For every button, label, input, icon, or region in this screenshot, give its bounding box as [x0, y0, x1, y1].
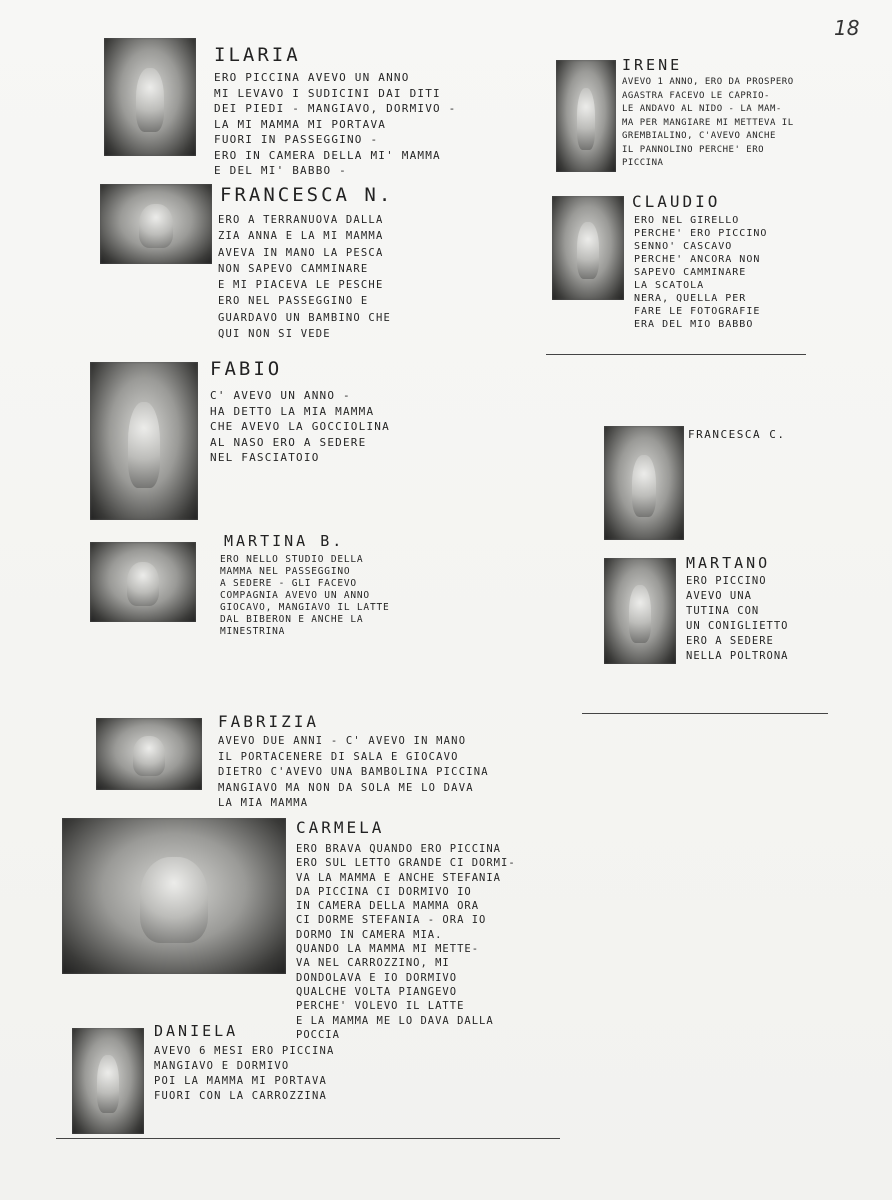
- caption-francesca-n: ERO A TERRANUOVA DALLA ZIA ANNA E LA MI MAMMA AVEVA IN MANO LA PESCA NON SAPEVO CAMMINARE E MI PIACEVA LE PESCHE ERO NEL PASSEGGINO E GUARDAVO UN BAMBINO CHE QUI NON SI VEDE: [218, 214, 391, 341]
- name-francesca-c: FRANCESCA C.: [688, 428, 786, 441]
- divider-line: [582, 713, 828, 714]
- photo-francesca-n: [100, 184, 212, 264]
- name-carmela: CARMELA: [296, 818, 385, 837]
- name-martano: MARTANO: [686, 554, 771, 572]
- caption-claudio: ERO NEL GIRELLO PERCHE' ERO PICCINO SENNO' CASCAVO PERCHE' ANCORA NON SAPEVO CAMMINARE LA SCATOLA NERA, QUELLA PER FARE LE FOTOGRAFIE ERA DEL MIO BABBO: [634, 215, 768, 330]
- page-number: 18: [834, 16, 860, 40]
- caption-irene: AVEVO 1 ANNO, ERO DA PROSPERO AGASTRA FACEVO LE CAPRIO- LE ANDAVO AL NIDO - LA MAM- MA PER MANGIARE MI METTEVA IL GREMBIALINO, C'AVEVO ANCHE IL PANNOLINO PERCHE' ERO PICCINA: [622, 77, 794, 168]
- photo-irene: [556, 60, 616, 172]
- name-martina-b: MARTINA B.: [224, 532, 345, 550]
- name-irene: IRENE: [622, 56, 683, 74]
- name-claudio: CLAUDIO: [632, 192, 721, 211]
- name-fabrizia: FABRIZIA: [218, 712, 320, 731]
- photo-fabrizia: [96, 718, 202, 790]
- name-daniela: DANIELA: [154, 1022, 239, 1040]
- photo-martina-b: [90, 542, 196, 622]
- divider-line: [546, 354, 806, 355]
- photo-daniela: [72, 1028, 144, 1134]
- caption-carmela: ERO BRAVA QUANDO ERO PICCINA ERO SUL LETTO GRANDE CI DORMI- VA LA MAMMA E ANCHE STEFANIA DA PICCINA CI DORMIVO IO IN CAMERA DELLA MAMMA ORA CI DORME STEFANIA - ORA IO DORMO IN CAMERA MIA. QUANDO LA MAMMA MI METTE- VA NEL CARROZZINO, MI DONDOLAVA E IO DORMIVO QUALCHE VOLTA PIANGEVO PERCHE' VOLEVO IL LATTE E LA MAMMA ME LO DAVA DALLA POCCIA: [296, 843, 516, 1041]
- caption-fabrizia: AVEVO DUE ANNI - C' AVEVO IN MANO IL PORTACENERE DI SALA E GIOCAVO DIETRO C'AVEVO UNA BAMBOLINA PICCINA MANGIAVO MA NON DA SOLA ME LO DAVA LA MIA MAMMA: [218, 735, 489, 809]
- caption-ilaria: ERO PICCINA AVEVO UN ANNO MI LEVAVO I SUDICINI DAI DITI DEI PIEDI - MANGIAVO, DORMIVO - LA MI MAMMA MI PORTAVA FUORI IN PASSEGGINO - ERO IN CAMERA DELLA MI' MAMMA E DEL MI' BABBO -: [214, 71, 457, 177]
- name-francesca-n: FRANCESCA N.: [220, 184, 394, 206]
- photo-francesca-c: [604, 426, 684, 540]
- photo-claudio: [552, 196, 624, 300]
- name-fabio: FABIO: [210, 358, 283, 380]
- caption-martano: ERO PICCINO AVEVO UNA TUTINA CON UN CONIGLIETTO ERO A SEDERE NELLA POLTRONA: [686, 575, 789, 662]
- caption-daniela: AVEVO 6 MESI ERO PICCINA MANGIAVO E DORMIVO POI LA MAMMA MI PORTAVA FUORI CON LA CARROZZINA: [154, 1045, 335, 1102]
- caption-fabio: C' AVEVO UN ANNO - HA DETTO LA MIA MAMMA CHE AVEVO LA GOCCIOLINA AL NASO ERO A SEDERE NEL FASCIATOIO: [210, 389, 390, 464]
- photo-martano: [604, 558, 676, 664]
- caption-martina-b: ERO NELLO STUDIO DELLA MAMMA NEL PASSEGGINO A SEDERE - GLI FACEVO COMPAGNIA AVEVO UN ANNO GIOCAVO, MANGIAVO IL LATTE DAL BIBERON E ANCHE LA MINESTRINA: [220, 554, 390, 637]
- photo-fabio: [90, 362, 198, 520]
- divider-line: [56, 1138, 560, 1139]
- photo-ilaria: [104, 38, 196, 156]
- name-ilaria: ILARIA: [214, 44, 301, 66]
- photo-carmela: [62, 818, 286, 974]
